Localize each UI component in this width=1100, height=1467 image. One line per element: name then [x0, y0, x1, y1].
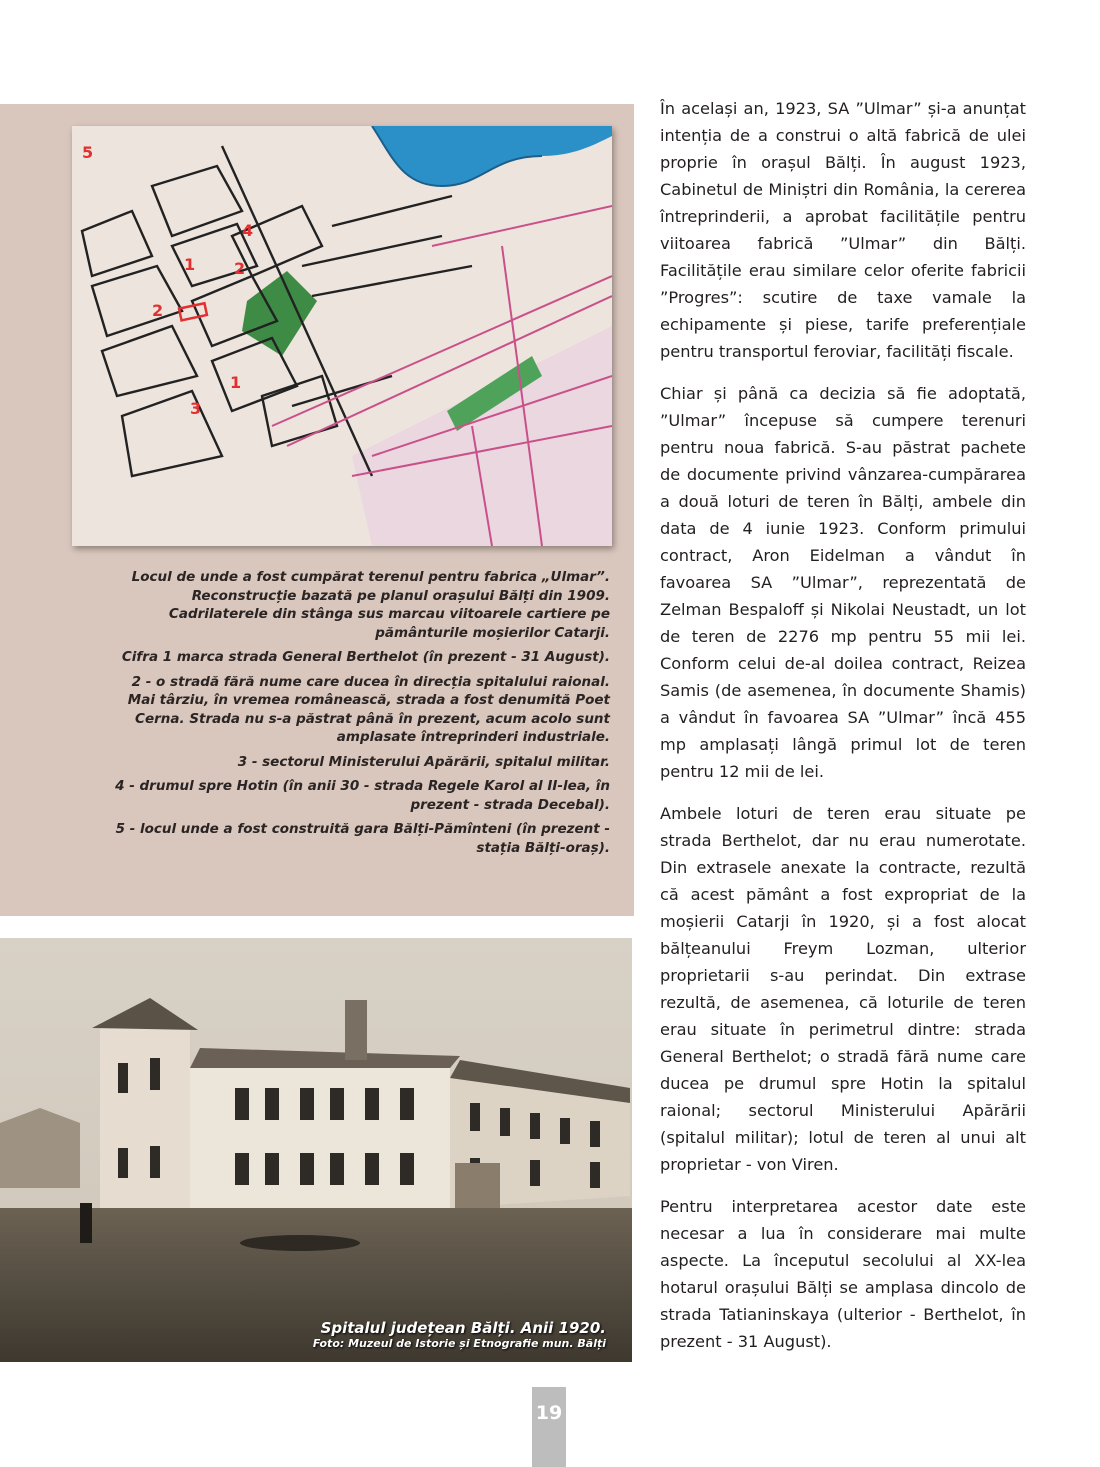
body-paragraph: În același an, 1923, SA ”Ulmar” și-a anunțat intenția de a construi o altă fabrică de ulei proprie în orașul Bălți. În august 1923, Cabinetul de Miniștri din România, la cererea întreprinderii, a aprobat facilitățile pentru viitoarea fabrică ”Ulmar” din Bălți. Facilitățile erau similare celor oferite fabricii ”Progres”: scutire de taxe vamale la echipamente și piese, tarife preferențiale pentru transportul feroviar, facilități fiscale. — [660, 99, 1026, 361]
body-paragraph: Chiar și până ca decizia să fie adoptată, ”Ulmar” începuse să cumpere terenuri pentru noua fabrică. S-au păstrat pachete de documente privind vânzarea-cumpărarea a două loturi de teren în Bălți, ambele din data de 4 iunie 1923. Conform primului contract, Aron Eidelman a vândut în favoarea SA ”Ulmar”, reprezentată de Zelman Bespaloff și Nikolai Neustadt, un lot de teren de 2276 mp pentru 55 mii lei. Conform celui de-al doilea contract, Reizea Samis (de asemenea, în documente Shamis) a vândut în favoarea SA ”Ulmar” încă 455 mp amplasați lângă primul lot de teren pentru 12 mii de lei. — [660, 384, 1026, 781]
caption-line: Locul de unde a fost cumpărat terenul pentru fabrica „Ulmar”. Reconstrucție bazată pe planul orașului Bălți din 1909. Cadrilaterele din stânga sus marcau viitoarele cartiere pe pământurile moșierilor Catarji. — [131, 569, 610, 641]
map-label-4: 4 — [242, 221, 254, 240]
caption-line: 3 - sectorul Ministerului Apărării, spitalul militar. — [237, 753, 610, 770]
caption-line: Cifra 1 marca strada General Berthelot (în prezent - 31 August). — [121, 649, 610, 665]
hospital-photo — [0, 938, 632, 1362]
body-paragraph: Pentru interpretarea acestor date este necesar a lua în considerare mai multe aspecte. La începutul secolului al XX-lea hotarul orașului Bălți se amplasa dincolo de strada Tatianinskaya (ulterior - Berthelot, în prezent - 31 August). — [660, 1197, 1026, 1351]
caption-line: 4 - drumul spre Hotin (în anii 30 - strada Regele Karol al II-lea, în prezent - strada Decebal). — [115, 778, 610, 813]
map-label-5: 5 — [82, 143, 94, 162]
caption-line: 5 - locul unde a fost construită gara Bălți-Pămînteni (în prezent - stația Bălți-oraș). — [115, 821, 610, 856]
map-label-1-bottom: 1 — [230, 373, 242, 392]
city-plan-map-image — [72, 126, 612, 546]
page-number: 19 — [532, 1387, 566, 1467]
photo-title: Spitalul județean Bălți. Anii 1920. — [320, 1319, 606, 1337]
body-paragraph: Ambele loturi de teren erau situate pe strada Berthelot, dar nu erau numerotate. Din extrasele anexate la contracte, rezultă că acest pământ a fost expropriat de la moșierii Catarji în 1920, și a fost alocat bălțeanului Freym Lozman, ulterior proprietarii s-au perindat. Din extrase rezultă, de asemenea, că loturile de teren erau situate în perimetrul dintre: strada General Berthelot; o stradă fără nume care ducea pe drumul spre Hotin la spitalul raional; sectorul Ministerului Apărării (spitalul militar); lotul de teren al unui alt proprietar - von Viren. — [660, 804, 1026, 1174]
map-caption — [100, 568, 610, 863]
map-label-2-left: 2 — [152, 301, 164, 320]
photo-caption — [313, 1319, 606, 1350]
map-label-2-right: 2 — [234, 259, 246, 278]
map-label-1-top: 1 — [184, 255, 196, 274]
map-label-3: 3 — [190, 399, 202, 418]
body-text-column — [660, 95, 1026, 1370]
caption-line: 2 - o stradă fără nume care ducea în direcția spitalului raional. Mai târziu, în vremea românească, strada a fost denumită Poet Cerna. Strada nu s-a păstrat până în prezent, acum acolo sunt amplasate întreprinderi industriale. — [127, 673, 610, 745]
photo-credit: Foto: Muzeul de Istorie și Etnografie mun. Bălți — [312, 1337, 606, 1350]
